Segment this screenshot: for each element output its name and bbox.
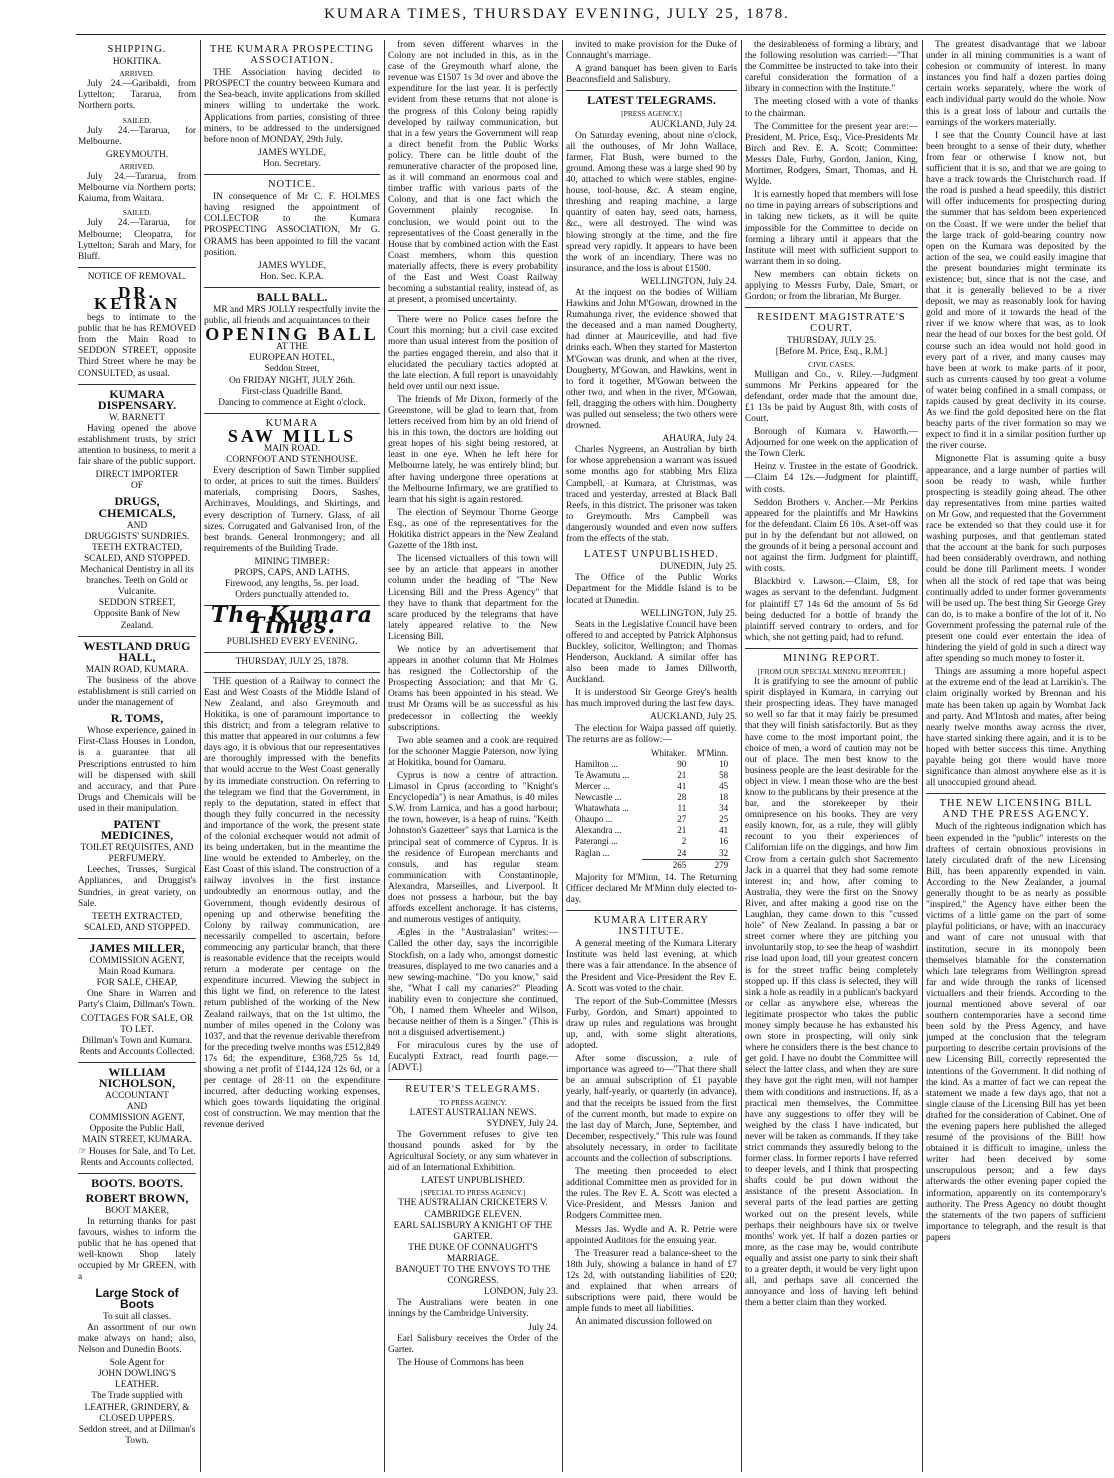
ad-heading: BALL BALL. [256, 289, 328, 304]
table-row [573, 792, 730, 803]
shipping-entry: July 24.—Garibaldi, from Lyttelton; Tararua, from Northern ports. [78, 79, 196, 112]
subheading: THE AUSTRALIAN CRICKETERS V. CAMBRIDGE ELEVEN. [398, 1198, 548, 1220]
election-results-table [573, 748, 730, 871]
table-cell: Paterangi ... [574, 836, 618, 847]
news-paragraph: Ægles in the "Australasian" writes:—Called the other day, says the incorrigible Stockfish, on a lady who, amongst domestic treasures, displayed to me two canaries and a new sewing-machine. "Do you know," said she, "What I call my canaries?" Pleading inability even to conjecture she continued, "Oh, I named them Wheeler and Wilson, because neither of them is a Singer." (This is not a disguised advertisement.) [388, 928, 558, 1039]
ad-heading: THE KUMARA PROSPECTING ASSOCIATION. [209, 44, 375, 67]
ad-line: TEETH EXTRACTED, SCALED, AND STOPPED. [83, 542, 191, 564]
dateline: WELLINGTON, July 25. [640, 608, 737, 619]
news-paragraph: The report of the Sub-Committee (Messrs Furby, Gordon, and Smart) appointed to draw up rules and regulations was brought up, and, with some slight alterations, adopted. [566, 996, 737, 1052]
ad-line: AND [126, 520, 148, 531]
table-cell: 41 [677, 781, 687, 791]
ad-name: DR. KEIRAN [93, 282, 180, 313]
ad-line: AT THE [276, 342, 308, 353]
news-paragraph: At the inquest on the bodies of William Hawkins and John M'Gowan, drowned in the Rumahunga river, the evidence showed that the deceased and a man named Dougherty, had dinner at Mauriceville, and had five drinks each. When they started for Masterton M'Gowan was drunk, and when at the river, Dougherty, M'Gowan, and Hawkins, went in to ford it together, M'Gowan between the other two, and when in the river, M'Gowan, fell, dragging the others with him. Dougherty was pulled out senseless; the two others were drowned. [566, 287, 737, 432]
column-divider [200, 40, 201, 1472]
ad-line: FOR SALE, CHEAP, [96, 978, 178, 989]
ad-line: CORNFOOT AND STENHOUSE. [226, 455, 358, 466]
news-paragraph: We notice by an advertisement that appears in another column that Mr Holmes has resigned the Collectorship of the Prospecting Association; and that Mr G. Orams has been appointed in his stead. We trust Mr Orams will be as successful as his predecessor in collecting the weekly subscriptions. [388, 644, 558, 733]
ad-text: Whose experience, gained in First-Class Houses in London, is a guarantee that all Prescriptions entrusted to him will be dispensed with skill and accuracy, and that Pure Drugs and Chemicals will be used in their manipulation. [78, 726, 196, 814]
table-cell: 21 [677, 769, 687, 780]
editorial-text: THE question of a Railway to connect the East and West Coasts of the Middle Island of New Zealand, and also Greymouth and Hokitika, is one of paramount importance to this district; and from a telegram relative to this matter that appeared in our columns a few days ago, it is obvious that our representatives are thoroughly impressed with the benefits that would accrue to the West Coast generally by its immediate construction. On referring to the telegram we find that the Government, in reply to the deputation, stated in effect that though they fully concurred in the necessity and importance of the work, the present state of the colonial exchequer would not admit of its being undertaken, but in the meantime the line would be extended to Amberley, on the East Coast of this island. The construction of a railway involves in the first instance undoubtedly an enormous outlay, and the Government, though evidently desirous of opening up and otherwise benefiting the Colony by railway communication, are necessarily compelled to ascertain, before commencing any particular branch, that there is reasonable evidence that the receipts would return a moderate per centage on the expenditure incurred. Viewing the subject in this light we find, on reference to the latest return published of the working of the New Zealand railways, that on the 1st ultimo, the number of miles opened in the Colony was 1037, and that the revenue derivable therefrom for the preceding twelve months was £512,849 17s 6d; the expenditure, £368,725 5s 1d, showing a net profit of £144,124 12s 6d, or a per centage of 28·11 on the expenditure incurred, after deducting working expenses, which goes towards liquidating the original cost of construction. We may mention that the revenue derived [204, 676, 380, 1131]
ad-line: BOOT MAKER, [105, 1205, 169, 1216]
dateline: SYDNEY, July 24. [486, 1118, 558, 1129]
table-row [573, 803, 730, 814]
table-cell: Mercer ... [574, 781, 610, 791]
table-cell: 28 [677, 792, 687, 803]
table-cell: 90 [677, 758, 687, 769]
divider [78, 267, 196, 268]
table-row [573, 825, 730, 836]
ad-line: Seddon Street, [264, 364, 320, 375]
dateline: THURSDAY, JULY 25. [786, 336, 877, 347]
table-cell: Alexandra ... [574, 825, 622, 836]
news-paragraph: It is gratifying to see the amount of public spirit displayed in Kumara, in carrying out their prospecting ideas. They have managed so well so far that it may fairly be presumed that they will finish satisfactorily. But as they have come to the most important point, the choice of men, a word of caution may not be out of place. The men best know to the business people are the least desirable for the object in view. I mean those who are the best know to the publicans by their presence at the bar, and the storekeeper by their omnipresence on his books. They are very easily known, for, as a rule, they will glibly recount to you their experiences of Californian life on the diggings, and how Jim Crow from a certain gulch shot Sacremento Jack in a quarrel that they had some remote interest in; and how, after coming to Australia, they were the first on the Snowy River, and after making a good rise on the Laughlan, they came down to this "cussed hole" of New Zealand. In passing a bar or street corner where they are pitching you involuntarily stop, to see the heap of washdirt rise load upon load, till your greatest concern is for the street traffic being completely stopped up. If this class is selected, they will sink a hole as readily in a publican's backyard or cellar as anywhere else, whereas the legitimate prospector who takes the public money simply because he has exhausted his own store in prospecting, will only sink where he considers there is the best chance to get gold. I have no doubt the Committee will select the latter class, and when they are sure they have got the right men, will not hamper them with conditions and instructions. If, as a practical men themselves, the Committee have any suggestions to offer they will be weighed by the class I have indicated, but never will be taken as commands. If they take strict commands they assuredly belong to the former class. In former reports I have referred to deeper levels, and I think that prospecting shafts could be put down without the assistance of the present Association. In several parts of the lead parties are getting worked out on the present levels, while perhaps their neighbours have six or twelve months' work yet. If half a dozen parties or more, as the case may be, would contribute equally and assist one party to sink their shaft to a greater depth, it would be very light upon all, and perhaps save all concerned the annoyance and loss of having left behind them a better claim than they worked. [745, 677, 918, 1309]
ad-text: In returning thanks for past favours, wishes to inform the public that he has opened that well-known Shop lately occupied by Mr GREEN, with a [78, 1217, 196, 1283]
ad-heading: DRUGS, CHEMICALS, [98, 494, 176, 520]
table-row [573, 770, 730, 781]
news-paragraph: A general meeting of the Kumara Literary Institute was held last evening, at which there was a fair attendance. In the absence of the President and Vice-President the Rev E. A. Scott was voted to the chair. [566, 939, 737, 994]
news-paragraph: Seats in the Legislative Council have been offered to and accepted by Patrick Alphonsus Buckley, solicitor, Wellington; and Thomas Henderson, Auckland. A similar offer has also been made to James Dillworth, Auckland. [566, 619, 737, 686]
news-paragraph: Mignonette Flat is assuming quite a busy appearance, and a large number of parties will soon be ready to wash, while further prospecting is steadily going ahead. The other day representatives from mine parties waited on Mr Gow, and requested that the Government race be extended so that they could use it for washing purposes, and that gentleman stated that the account at the bank for such purposes had been considerably overdrawn, and nothing could be done till Parliment meets. I wonder when all the stock of red tape that was being continually added to under former governments will be used up. The best thing Sir George Grey can do, is to make a bonfire of the lot of it. No Government professing the paternal rule of the present one could ever entertain the idea of hindering the yield of gold in such a direct way after spending so much money to foster it. [926, 454, 1106, 665]
ad-line: TEETH EXTRACTED, SCALED, AND STOPPED. [83, 911, 191, 933]
ad-heading: NOTICE OF REMOVAL. [87, 271, 187, 282]
table-cell: Newcastle ... [574, 792, 622, 803]
ad-heading: KUMARA [265, 417, 319, 429]
ad-text: THE Association having decided to PROSPECT the country between Kumara and the Sea-beach, invite applications from skilled miners willing to undertake the work. Applications from parties, consisting of three miners, to be addressed to the undersigned before noon of MONDAY, 29th July. [204, 68, 380, 145]
ad-line: MINING TIMBER: [254, 556, 330, 567]
table-cell: 265 [642, 859, 688, 871]
ad-line: Main Road Kumara. [98, 967, 176, 978]
column-header [573, 748, 642, 759]
table-cell: Whatawhata ... [574, 803, 629, 814]
news-paragraph: New members can obtain tickets on applying to Messrs Furby, Dale, Smart, or Gordon; or from the librarian, Mr Burger. [745, 269, 918, 303]
shipping-entry: July 24.—Tararua, for Melbourne. [78, 125, 196, 147]
ad-line: Mechanical Dentistry in all its branches. Teeth on Gold or Vulcanite. [80, 565, 194, 598]
divider [388, 1079, 558, 1080]
ad-line: Dancing to commence at Eight o'clock. [218, 397, 366, 408]
ad-display-title: SAW MILLS [227, 425, 357, 446]
ad-line: PROPS, CAPS, AND LATHS. [234, 568, 350, 579]
masthead-rule [76, 34, 1106, 35]
news-paragraph: The Committee for the present year are:—President, M. Price, Esq., Vice-Presidents Mr Birch and Rev. E. A. Scott; Committee: Messrs Dale, Furby, Gordon, Janion, King, Mortimer, Rodgers, Smart, Thomas, and H. Wylde. [745, 121, 918, 188]
ad-text: begs to intimate to the public that he has REMOVED from the Main Road to SEDDON STREET, opposite Third Street where he may be CONSULTED, as usual. [78, 313, 196, 379]
section-heading: RESIDENT MAGISTRATE'S COURT. [757, 312, 906, 335]
publication-note: PUBLISHED EVERY EVENING. [226, 636, 358, 647]
ad-line: COTTAGES FOR SALE, OR TO LET. [80, 1013, 194, 1035]
subheading: SAILED. [122, 208, 152, 218]
divider [78, 636, 196, 637]
issue-date: THURSDAY, JULY 25, 1878. [235, 656, 349, 667]
ad-line: TOILET REQUISITES, AND PERFUMERY. [80, 843, 194, 865]
ad-line: Sole Agent for [109, 1358, 165, 1369]
ad-line: To suit all classes. [102, 1311, 172, 1322]
subheading: [Before M. Price, Esq., R.M.] [775, 347, 888, 358]
ad-line: Dillman's Town and Kumara. [81, 1035, 193, 1046]
subheading: [FROM OUR SPECIAL MINING REPORTER.] [757, 666, 906, 676]
news-paragraph: Messrs Jas. Wydle and A. R. Petrie were appointed Auditors for the ensuing year. [566, 1224, 737, 1246]
news-paragraph: Cyprus is now a centre of attraction. Limasol in Cprus (according to "Knight's Encyclopedia") is near Amathus, is 40 miles S.W. from Larnica, and has a good harbour; the town, however, is a heap of ruins. "Keith Johnston's Gazetteer" says that Larnica is the principal seat of commerce of Cyprus. It is the residence of European merchants and consuls, and has regular steam communication with Constantinople, Alexandra, Marseilles, and Liverpool. It does not possess a harbour, but the bay affords excellent anchorage. It has cisterns, and numerous vestiges of antiquity. [388, 771, 558, 926]
ad-text: An assortment of our own make always on hand; also, Nelson and Dunedin Boots. [78, 1322, 196, 1356]
divider [926, 793, 1106, 794]
news-paragraph: Much of the righteous indignation which has been expended in the "public" interests on the drafters of certain obnoxious provisions in lately circulated draft of the new Licensing Bill, has been apparently expended in vain. According to the New Zealander, a journal generally thought to be as nearly as possible "inspired," the Agency have either been the victims of a little game on the part of some playful politicians, or have, with an inaccuracy and want of care not unusual with that institution, secure in its monopoly been themselves blamable for the consternation which late telegrams from Wellington spread far and wide through the ranks of licensed victuallers and their friends. According to the journal mentioned above several of our southern contemporaries have a second time been sold by the Press Agency, and have jumped at the conclusion that the telegram purporting to describe certain provisions of the new Licensing Bill, correctly represented the intentions of the Government. It did nothing of the kind. As a matter of fact we can repeat the statement we made a few days ago, that not a single clause of the Licensing Bill has yet been drafted for the consideration of Cabinet. One of the evening papers here published the alleged resumé of the provisions of the Bill! how obtained it is difficult to imagine, unless the writer had been deceived by some unscrupulous person; and a few days afterwards the other evening paper copied the information, apparently on its contemporary's authority. The Press Agency no doubt thought the statements of the two papers of sufficient importance to telegraph, and the result is that papers [926, 822, 1106, 1243]
ad-name: R. TOMS, [110, 711, 164, 726]
totals-row [573, 859, 730, 871]
court-case: Heinz v. Trustee in the estate of Goodrick.—Claim £4 12s.—Judgment for plaintiff, with costs. [745, 462, 918, 495]
ad-name: ROBERT BROWN, [85, 1190, 189, 1205]
table-body [573, 759, 730, 859]
section-heading: KUMARA LITERARY INSTITUTE. [593, 915, 710, 938]
table-cell: 41 [719, 825, 729, 836]
column-divider [384, 40, 385, 1472]
section-heading: MINING REPORT. [782, 652, 881, 664]
divider [204, 287, 380, 288]
ad-text: Having opened the above establishment trusts, by strict attention to business, to merit a fair share of the public support. [78, 423, 196, 468]
table-cell: 21 [677, 825, 687, 836]
news-paragraph: Two able seamen and a cook are required for the schooner Maggie Paterson, now lying at Hokitika, bound for Oamaru. [388, 735, 558, 768]
dateline: WELLINGTON, July 24. [640, 276, 737, 287]
column-header: M'Minn. [696, 747, 729, 758]
ad-heading: WESTLAND DRUG HALL, [83, 638, 191, 664]
news-paragraph: It is understood Sir George Grey's health has much improved during the last few days. [566, 688, 737, 710]
news-paragraph: On Saturday evening, about nine o'clock, all the outhouses, of Mr John Wallace, farmer, Flat Bush, were burned to the ground. Among these was a large shed 90 by 40, attached to which were stables, engine-house, tool-house, &c. A steam engine, threshing and reaping machine, a large quantity of oaten hay, seed oats, harness, &c., were all destroyed. The wind was blowing strongly at the time, and the fire spread very rapidly. It appears to have been the work of an incendiary. There was no insurance, and the loss is about £1500. [566, 130, 737, 274]
newspaper-title: The Kumara Times. [210, 602, 374, 640]
ad-line: COMMISSION AGENT, [89, 956, 185, 967]
ad-text: Leeches, Trusses, Surgical Appliances, and Druggist's Sundries, in great variety, on Sale. [78, 865, 196, 909]
ad-line: OF [131, 481, 143, 492]
column-divider [741, 40, 742, 1472]
news-paragraph: A grand banquet has been given to Earls Beaconsfield and Salisbury. [566, 64, 737, 86]
ad-line: DIRECT IMPORTER [95, 470, 179, 481]
ad-heading: WILLIAM NICHOLSON, [98, 1064, 176, 1090]
ad-text: MR and MRS JOLLY respectfully invite the public, all friends and acquaintances to their [204, 304, 380, 327]
ad-line: DRUGGISTS' SUNDRIES. [84, 531, 190, 542]
ad-display-title: OPENING BALL [205, 324, 379, 345]
ad-line-text: Houses for Sale, and To Let. [89, 1146, 196, 1157]
ad-line: ACCOUNTANT [105, 1091, 169, 1102]
ad-line: COMMISSION AGENT, [89, 1113, 185, 1124]
divider [78, 384, 196, 385]
subheading: LATEST AUSTRALIAN NEWS. [409, 1107, 537, 1118]
column-divider [922, 40, 923, 1472]
ad-text: One Share in Warren and Party's Claim, Dillman's Town. [78, 989, 196, 1011]
table-row [573, 759, 730, 770]
ad-line: Seddon street, and at Dillman's Town. [78, 1424, 196, 1446]
table-cell: 10 [719, 758, 729, 769]
table-cell: 11 [677, 803, 687, 814]
ad-text: IN consequence of Mr C. F. HOLMES having resigned the appointment of COLLECTOR to the Kumara PROSPECTING ASSOCIATION, Mr G. ORAMS has been appointed to fill the vacant position. [204, 192, 380, 258]
subheading: [SPECIAL TO PRESS AGENCY.] [420, 1188, 526, 1198]
subheading: TO PRESS AGENCY. [439, 1097, 507, 1107]
table-cell: 34 [719, 803, 729, 814]
table-cell: 16 [719, 836, 729, 847]
dateline: DUNEDIN, July 25. [659, 562, 737, 573]
column-header: Whitaker. [651, 747, 687, 758]
subheading: SAILED. [122, 115, 152, 125]
table-cell: 2 [681, 836, 687, 847]
news-paragraph: the desirableness of forming a library, and the following resolution was carried:—"That the Committee be instructed to take into their careful consideration the formation of a library in connection with the Institute." [745, 40, 918, 95]
table-cell: 24 [677, 847, 687, 858]
ad-line: AND [126, 1102, 148, 1113]
subheading: ARRIVED. [119, 161, 155, 171]
table-cell: 27 [677, 814, 687, 825]
editorial-text: from seven different wharves in the Colony are not included in this, as in the case of the Greymouth wharf alone, the revenue was £1507 1s 3d over and above the expenditure for the last year. It is perfectly evident from these returns that not alone is the progress of this Colony being rapidly developed by railway communication, but that in a few years the Government will reap a direct benefit from the Public Works policy. There can be little doubt of the remunerative character of the proposed line, as it will command an enormous coal and timber traffic with various parts of the Colony, and that is one fact which the Government plainly recognise. In conclusion, we would point out to the representatives of the Coast generally in the House that by combined action with the East Coast members, whom this question materially affects, there is every probability of the East and West Coast Railway becoming a substantial reality, instead of, as at present, a promised uncertainty. [388, 40, 558, 306]
column-4 [566, 40, 737, 1472]
subheading: ARRIVED. [119, 69, 155, 79]
ad-signature: Hon. Secretary. [263, 158, 321, 169]
ad-heading: KUMARA DISPENSARY. [97, 386, 177, 412]
subheading: BANQUET TO THE ENVOYS TO THE CONGRESS. [395, 1265, 551, 1287]
column-1 [78, 40, 196, 1472]
table-cell: Ohaupo ... [574, 814, 613, 825]
ad-signature: Hon. Sec. K.P.A. [260, 271, 324, 282]
news-paragraph: The Government refuses to give ten thousand pounds asked for by the Agricultural Society, or any sum whatever in aid of an International Exhibition. [388, 1129, 558, 1174]
court-case: Borough of Kumara v. Haworth.—Adjourned for one week on the application of the Town Clerk. [745, 427, 918, 460]
ad-line: Rents and Accounts Collected. [79, 1046, 195, 1057]
table-cell: Raglan ... [574, 847, 610, 858]
ad-text: Every description of Sawn Timber supplied to order, at prices to suit the times. Builders' materials, comprising Doors, Sashes, Architraves, Mouldings, and Skirtings, and every description of Turnery. Glass, of all sizes. Corrugated and Galvanised Iron, of the best brands. General Ironmongery; and all requirements of the Building Trade. [204, 466, 380, 554]
subheading: EARL SALISBURY A KNIGHT OF THE GARTER. [393, 1220, 553, 1242]
table-row [573, 836, 730, 847]
divider [204, 652, 380, 653]
news-paragraph: The meeting closed with a vote of thanks to the chairman. [745, 97, 918, 119]
news-paragraph: Majority for M'Minn, 14. The Returning Officer declared Mr M'Minn duly elected to-day. [566, 872, 737, 905]
dateline: LONDON, July 23. [484, 1287, 558, 1298]
news-paragraph: The Treasurer read a balance-sheet to the 18th July, showing a balance in hand of £7 12s 2d, with outstanding liabilities of £20; and explained that when arrears of subscriptions were paid, there would be ample funds to meet all liabilities. [566, 1248, 737, 1315]
ad-name: W. BARNETT [109, 412, 165, 423]
shipping-entry: July 24.—Tararua, from Melbourne via Northern ports; Kaiuma, from Waitara. [78, 172, 196, 205]
ad-line: MAIN ROAD, KUMARA. [85, 664, 189, 675]
news-paragraph: The Office of the Public Works Department for the Middle Island is to be located at Dunedin. [566, 573, 737, 606]
table-cell: 279 [688, 859, 730, 871]
ad-line: LEATHER, GRINDERY, & CLOSED UPPERS. [84, 1402, 190, 1424]
table-cell [573, 859, 642, 871]
shipping-entry: July 24.—Tararua, for Melbourne; Cleopatra, for Lyttelton; Sarah and Mary, for Bluff. [78, 218, 196, 262]
news-paragraph: The friends of Mr Dixon, formerly of the Greenstone, will be glad to learn that, from letters received from him by an old friend of his in this town, the doctors are holding out great hopes of his sight being restored, at least in one eye. When he left here for Melbourne lately, he was entirely blind; but after having undergone three operations at the Melbourne Infirmary, we are gratified to learn that his sight is again restored. [388, 394, 558, 505]
news-paragraph: Earl Salisbury receives the Order of the Garter. [388, 1333, 558, 1355]
dateline: AHAURA, July 24. [662, 434, 737, 445]
dateline: July 24. [528, 1322, 558, 1333]
news-paragraph: The election of Seymour Thorne George Esq., as one of the representatives for the Hokitika district appears in the New Zealand Gazette of the 18th inst. [388, 507, 558, 552]
table-cell: Te Awamutu ... [574, 769, 630, 780]
ad-line: First-class Quadrille Band. [241, 386, 343, 397]
divider [745, 307, 918, 308]
subheading: [PRESS AGENCY.] [621, 109, 682, 119]
news-paragraph: After some discussion, a rule of importance was agreed to—"That there shall be an annual subscription of £1 payable yearly, half-yearly, or quarterly (in advance), and that the receipts be issued from the first of the current month, but made to expire on the last day of March, June, September, and December, respectively." This rule was found absolutely necessary, in order to facilitate accounts and the collection of subscriptions. [566, 1054, 737, 1164]
divider [78, 938, 196, 939]
ad-heading: BOOTS. BOOTS. [91, 1175, 183, 1190]
table-row [573, 848, 730, 860]
divider [745, 648, 918, 649]
column-5 [745, 40, 918, 1472]
masthead: KUMARA TIMES, THURSDAY EVENING, JULY 25, 1878. [324, 6, 790, 22]
court-case: Mulligan and Co., v. Riley.—Judgment summons Mr Perkins appeared for the defendant, order made that the amount due, £1 13s be paid by August 8th, with costs of Court. [745, 369, 918, 424]
ad-line: Opposite the Public Hall, [89, 1124, 185, 1135]
pointing-hand-icon: ☞ [78, 1146, 90, 1157]
section-heading: THE NEW LICENSING BILL AND THE PRESS AGENCY. [939, 798, 1093, 821]
table-row [573, 814, 730, 825]
ad-signature: JAMES WYLDE, [257, 147, 327, 158]
divider [204, 672, 380, 673]
table-cell: 18 [719, 792, 729, 803]
ad-line: Firewood, any lengths, 5s. per load. [224, 579, 360, 590]
ad-line: Opposite Bank of New Zealand. [93, 609, 181, 631]
column-3 [388, 40, 558, 1472]
divider [78, 1062, 196, 1063]
ad-heading: Large Stock of Boots [95, 1285, 179, 1311]
ad-line: Rents and Accounts collected. [80, 1157, 194, 1168]
ad-line: EUROPEAN HOTEL, [249, 353, 335, 364]
ad-text: The business of the above establishment is still carried on under the management of [78, 675, 196, 709]
news-paragraph: I see that the County Council have at last been brought to a sense of their duty, whether from fear or otherwise I know not, but sufficient that it is so, and that we are going to have a track towards the Christchurch road. If the road is pushed a head speedily, this district will offer inducements for prospecting during the summer that has seldom been experienced on the Coast. If we were under the belief that the large track of gold-bearing country now open on the Kumara was deposited by the action of the sea, we could easily imagine that the present boundaries might terminate its existence; but, since that is not the case, and that it is generally believed to be a river deposit, we may as reasonably look for having gold and more of it towards the head of the river if we know where that was, as to look near the head of our boxes for the best gold. Of course such an idea would not hold good in every part of a river, and many causes may have been at work to make parts of it poor, such as currents caused by too great a volume of water being confined in a small compass, or rapids caused by great declivity in its course. As we find the gold deposited here on the flat beachy parts of the river formation so may we expect to find it in a similar position further up the river course. [926, 130, 1106, 452]
ad-line: The Trade supplied with [91, 1391, 183, 1402]
ad-heading: PATENT MEDICINES, [100, 817, 174, 843]
ad-line: On FRIDAY NIGHT, JULY 26th. [229, 375, 355, 386]
news-paragraph: For miraculous cures by the use of Eucalypti Extract, read fourth page.—[ADVT.] [388, 1041, 558, 1074]
divider [78, 1173, 196, 1174]
subheading: LATEST UNPUBLISHED. [421, 1176, 525, 1187]
divider [204, 413, 380, 414]
news-paragraph: The licensed victuallers of this town will see by an article that appears in another column under the heading of "The New Licensing Bill and the Press Agency" that they have to thank that department for the scare produced by the telegrams that have lately appeared relative to the New Licensing Bill. [388, 554, 558, 642]
table-cell: 32 [719, 847, 729, 858]
section-heading: LATEST UNPUBLISHED. [584, 549, 719, 561]
table-cell: 25 [719, 814, 729, 825]
news-paragraph: Things are assuming a more hopeful aspect at the extreme end of the lead at Larrikin's. The claim originally worked by Brennan and his mate has been taken up again by Wombat Jack and party. And M'Intosh and mates, after being nearly twelve months away across the river, have started sinking there again, and it is to be hoped with better success this time. Anything payable being got there would have more significance than almost anywhere else as it is all unoccupied ground ahead. [926, 667, 1106, 789]
divider [566, 90, 737, 91]
news-paragraph: The House of Commons has been [397, 1357, 524, 1368]
ad-line: MAIN STREET, KUMARA. [82, 1135, 192, 1146]
shipping-heading: SHIPPING. [107, 44, 167, 55]
ad-line: SEDDON STREET, [98, 598, 176, 609]
section-heading: REUTER'S TELEGRAMS. [405, 1083, 541, 1095]
section-heading: LATEST TELEGRAMS. [587, 93, 716, 108]
ad-line: JOHN DOWLING'S LEATHER. [98, 1369, 176, 1391]
news-paragraph: There were no Police cases before the Court this morning; but a civil case excited more than usual interest from the position of the parties engaged therein, and also that it elucidated the peculiary tactics adopted at the late election. A full report is unavoidably held over until our next issue. [388, 315, 558, 392]
table-row [573, 781, 730, 792]
court-case: Seddon Brothers v. Ancher.—Mr Perkins appeared for the plaintiffs and Mr Hawkins for the defendant. Claim £6 10s. A set-off was put in by the defendant but not allowed, on the grounds of it being a personal account and not against the firm. Judgment for plaintiff, with costs. [745, 497, 918, 575]
divider [388, 310, 558, 311]
subheading: THE DUKE OF CONNAUGHT'S MARRIAGE. [408, 1242, 538, 1264]
table-header-row [573, 748, 730, 759]
ad-heading: NOTICE. [267, 179, 317, 191]
ad-line: MAIN ROAD. [263, 444, 321, 454]
table-cell: 45 [719, 781, 729, 791]
subheading: CIVIL CASES. [808, 359, 855, 369]
news-paragraph: invited to make provision for the Duke of Connaught's marriage. [566, 40, 737, 62]
news-paragraph: The meeting then proceeded to elect additional Committee men as provided for in the rules. The Rev E. A. Scott was elected a Vice-President, and Messrs Janion and Rodgers Committee men. [566, 1167, 737, 1222]
news-paragraph: The greatest disadvantage that we labour under in all mining communities is a want of cohesion or community of interest. In many instances you find half a dozen parties doing certain works separately, where the work of each individual party would do the whole. Now this is a great loss of labour and curtails the earnings of the workers materially. [926, 40, 1106, 128]
ad-heading: JAMES MILLER, [89, 940, 185, 955]
column-divider [562, 40, 563, 1472]
table-cell: 58 [719, 769, 729, 780]
news-paragraph: The election for Waipa passed off quietly. The returns are as follow:— [566, 723, 737, 745]
dateline: AUCKLAND, July 25. [650, 712, 737, 723]
divider [204, 174, 380, 175]
news-paragraph: Charles Nygreens, an Australian by birth for whose apprehension a warrant was issued some months ago for stabbing Mrs Eliza Campbell, at Kumara, at Christmas, was traced and yesterday, arrested at Black Ball Reefs, in this district. The prisoner was taken to Greymouth. Mrs Campbell was dangerously wounded and even now suffers from the effects of the stab. [566, 445, 737, 545]
news-paragraph: An animated discussion followed on [575, 1317, 712, 1328]
court-case: Blackbird v. Lawson.—Claim, £8, for wages as servant to the defendant. Judgment for plaintiff £7 14s 6d the amount of 5s 6d being deducted for a bottle of brandy the plaintiff served contrary to orders, and for which, she not getting paid, had to refund. [745, 577, 918, 643]
column-6 [926, 40, 1106, 1472]
column-2 [204, 40, 380, 1472]
dateline: AUCKLAND, July 24. [650, 119, 737, 130]
port-name: GREYMOUTH. [105, 149, 169, 160]
port-name: HOKITIKA. [112, 57, 162, 68]
news-paragraph: The Australians were beaten in one innings by the Cambridge University. [388, 1298, 558, 1320]
news-paragraph: It is earnestly hoped that members will lose no time in paying arrears of subscriptions and in taking new tickets, as it will be quite impossible for the Committee to decide on forming a library until it appears that the Institute will meet with sufficient support to warrant them in so doing. [745, 190, 918, 267]
table-cell: Hamilton ... [574, 758, 618, 769]
ad-signature: JAMES WYLDE, [257, 260, 327, 271]
ad-line: Orders punctually attended to. [235, 590, 349, 601]
divider [566, 910, 737, 911]
ad-line [78, 1147, 196, 1158]
